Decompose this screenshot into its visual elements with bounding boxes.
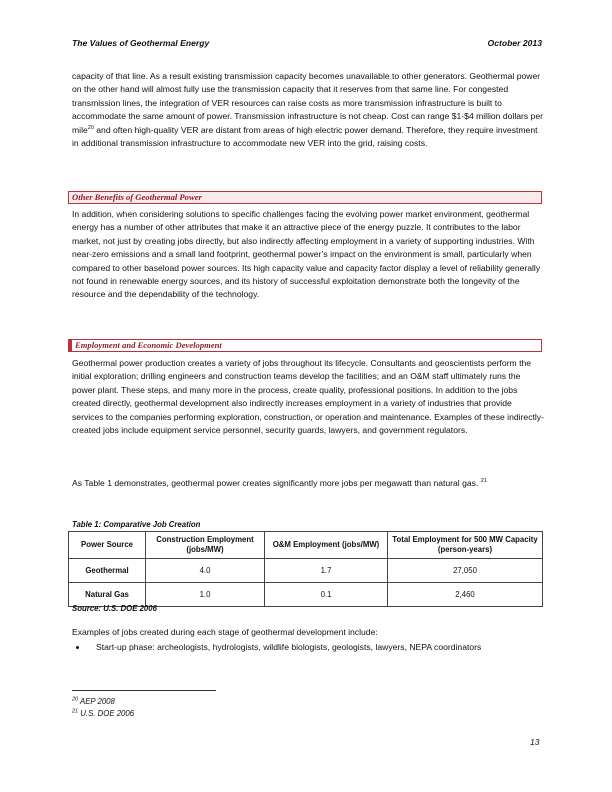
footnote-text: U.S. DOE 2006 [80,709,135,718]
intro-text-after: and often high-quality VER are distant from areas of high electric power demand. Therefore, they require investment in additional transmission infrastructure to accommodate new VER into the grid, raising costs. [72,124,538,149]
table-row [69,583,543,607]
table-cell: Geothermal [69,559,146,583]
page-number: 13 [530,737,540,747]
column-header: O&M Employment (jobs/MW) [265,532,388,559]
table-row [69,559,543,583]
section-heading-text: Employment and Economic Development [75,340,222,350]
footnote-text: AEP 2008 [80,697,115,706]
table-cell: 27,050 [388,559,543,583]
page-header [72,38,542,48]
column-header: Construction Employment (jobs/MW) [146,532,265,559]
column-header: Total Employment for 500 MW Capacity (person-years) [388,532,543,559]
table-cell: 1.0 [146,583,265,607]
intro-paragraph [72,70,544,150]
footnote-ref-21[interactable]: 21 [480,478,487,485]
intro-text-before: capacity of that line. As a result existing transmission capacity becomes unavailable to other generators. Geothermal power on the other hand will almost fully use the transmission capacity that it reserves from that same line. For congested transmission lines, the integration of VER resources can raise costs as more transmission infrastructure is built to accommodate the same amount of power. Transmission infrastructure is not cheap. Cost can range $1-$4 million dollars per mile [72,71,543,135]
section-heading-text: Other Benefits of Geothermal Power [72,192,202,202]
footnote-number: 20 [72,696,79,703]
examples-intro: Examples of jobs created during each stage of geothermal development include: [72,627,378,637]
table-cell: 2,460 [388,583,543,607]
table-header-row [69,532,543,559]
footnote-ref-20[interactable]: 20 [87,124,94,131]
table-cell: Natural Gas [69,583,146,607]
table-caption: Table 1: Comparative Job Creation [72,520,201,529]
column-header: Power Source [69,532,146,559]
footnote-divider [72,690,216,691]
table-intro-text: As Table 1 demonstrates, geothermal power creates significantly more jobs per megawatt than natural gas. [72,478,479,488]
other-benefits-paragraph: In addition, when considering solutions to specific challenges facing the evolving power market environment, geothermal energy has a number of other attributes that make it an attractive piece of the energy puzzle. It contributes to the labor market, not just by creating jobs directly, but also indirectly affecting employment in a variety of supporting industries. With near-zero emissions and a small land footprint, geothermal power’s impact on the environment is small, particularly when compared to other baseload power sources. Its high capacity value and capacity factor display a level of reliability generally not found in renewable energy sources, and its history of successful exploitation demonstrate both the longevity of the resource and the dependability of the technology. [72,209,541,300]
job-creation-table [68,531,543,607]
table-cell: 1.7 [265,559,388,583]
table-source: Source: U.S. DOE 2006 [72,604,157,613]
examples-list [72,641,558,654]
document-date: October 2013 [487,38,542,48]
employment-paragraph: Geothermal power production creates a variety of jobs throughout its lifecycle. Consultants and geoscientists perform the initial exploration; drilling engineers and construction teams develop the facilities; and an O&M staff ultimately runs the power plant. These steps, and many more in the process, create quality, professional positions. In addition to the jobs created directly, geothermal development also indirectly increases employment in a variety of industries that provide services to the companies performing exploration, construction, or operation and maintenance. Examples of these indirectly- created jobs include equipment service personnel, security guards, lawyers, and government regulators. [72,358,544,436]
section-heading-employment [68,339,542,352]
section-heading-other-benefits [68,191,542,204]
footnote-20 [72,697,115,706]
table-cell: 0.1 [265,583,388,607]
footnote-number: 21 [72,708,79,715]
table-intro-paragraph [72,477,544,490]
document-title: The Values of Geothermal Energy [72,38,210,48]
table-cell: 4.0 [146,559,265,583]
list-item: • Start-up phase: archeologists, hydrologists, wildlife biologists, geologists, lawyers, NEPA coordinators [88,641,558,654]
footnote-21 [72,709,134,718]
